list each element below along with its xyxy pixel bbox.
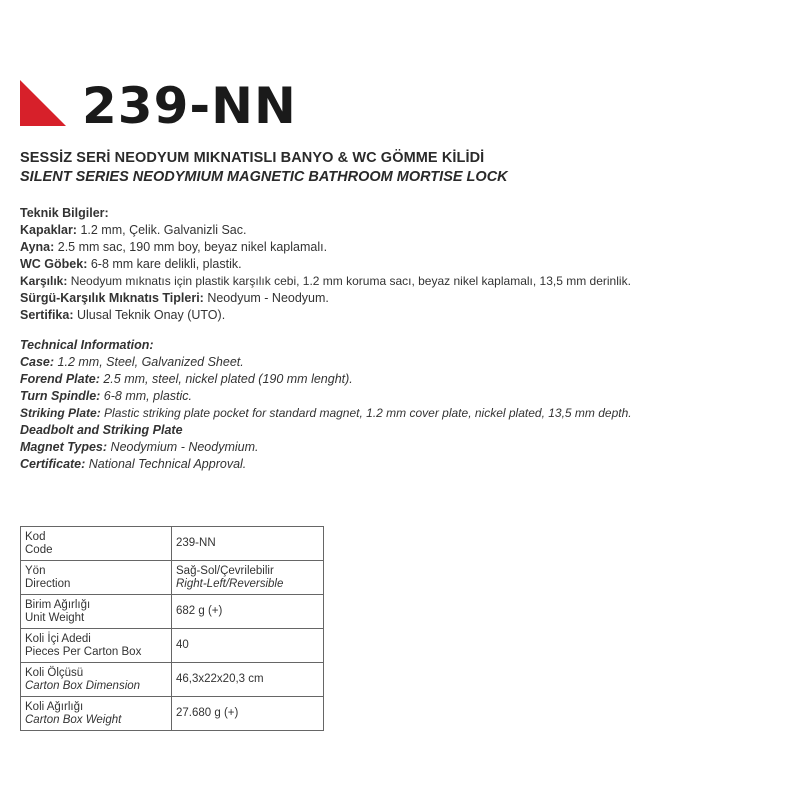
- table-label-cell: Koli Ölçüsü Carton Box Dimension: [21, 663, 172, 697]
- tech-en-row: Case: 1.2 mm, Steel, Galvanized Sheet.: [20, 355, 244, 369]
- table-value-cell: 46,3x22x20,3 cm: [172, 663, 324, 697]
- tech-tr-row: Ayna: 2.5 mm sac, 190 mm boy, beyaz nikel kaplamalı.: [20, 240, 328, 254]
- table-row: [21, 527, 324, 561]
- tech-tr-row: Kapaklar: 1.2 mm, Çelik. Galvanizli Sac.: [20, 223, 247, 237]
- table-row: [21, 697, 324, 731]
- table-label-cell: Birim Ağırlığı Unit Weight: [21, 595, 172, 629]
- table-row: [21, 561, 324, 595]
- tech-en-row: Deadbolt and Striking Plate: [20, 423, 183, 437]
- red-triangle-icon: [20, 80, 66, 126]
- table-value-cell: 682 g (+): [172, 595, 324, 629]
- table-value-cell: 239-NN: [172, 527, 324, 561]
- table-row: [21, 629, 324, 663]
- tech-en-row: Certificate: National Technical Approval.: [20, 457, 247, 471]
- table-value-cell: Sağ-Sol/Çevrilebilir Right-Left/Reversible: [172, 561, 324, 595]
- table-label-cell: Koli Ağırlığı Carton Box Weight: [21, 697, 172, 731]
- table-value-cell: 40: [172, 629, 324, 663]
- tech-tr-heading: Teknik Bilgiler:: [20, 206, 109, 220]
- tech-tr-row: Sertifika: Ulusal Teknik Onay (UTO).: [20, 308, 226, 322]
- subtitle-turkish: SESSİZ SERİ NEODYUM MIKNATISLI BANYO & WC GÖMME KİLİDİ: [20, 150, 485, 166]
- table-label-cell: Yön Direction: [21, 561, 172, 595]
- product-info-table: [20, 526, 324, 731]
- tech-en-row: Forend Plate: 2.5 mm, steel, nickel plated (190 mm lenght).: [20, 372, 353, 386]
- technical-info-turkish: [20, 205, 631, 324]
- subtitle-english: SILENT SERIES NEODYMIUM MAGNETIC BATHROOM MORTISE LOCK: [20, 169, 508, 185]
- table-row: [21, 595, 324, 629]
- table-row: [21, 663, 324, 697]
- table-label-cell: Koli İçi Adedi Pieces Per Carton Box: [21, 629, 172, 663]
- tech-en-heading: Technical Information:: [20, 338, 154, 352]
- tech-en-row: Turn Spindle: 6-8 mm, plastic.: [20, 389, 193, 403]
- technical-info-english: [20, 337, 632, 473]
- tech-en-row: Magnet Types: Neodymium - Neodymium.: [20, 440, 259, 454]
- table-value-cell: 27.680 g (+): [172, 697, 324, 731]
- page-title: 239-NN: [82, 77, 297, 135]
- tech-en-row: Striking Plate: Plastic striking plate pocket for standard magnet, 1.2 mm cover plate, nickel plated, 13,5 mm depth.: [20, 406, 632, 420]
- table-label-cell: Kod Code: [21, 527, 172, 561]
- tech-tr-row: Karşılık: Neodyum mıknatıs için plastik karşılık cebi, 1.2 mm koruma sacı, beyaz nikel kaplamalı, 13,5 mm derinlik.: [20, 274, 631, 288]
- tech-tr-row: Sürgü-Karşılık Mıknatıs Tipleri: Neodyum - Neodyum.: [20, 291, 329, 305]
- tech-tr-row: WC Göbek: 6-8 mm kare delikli, plastik.: [20, 257, 242, 271]
